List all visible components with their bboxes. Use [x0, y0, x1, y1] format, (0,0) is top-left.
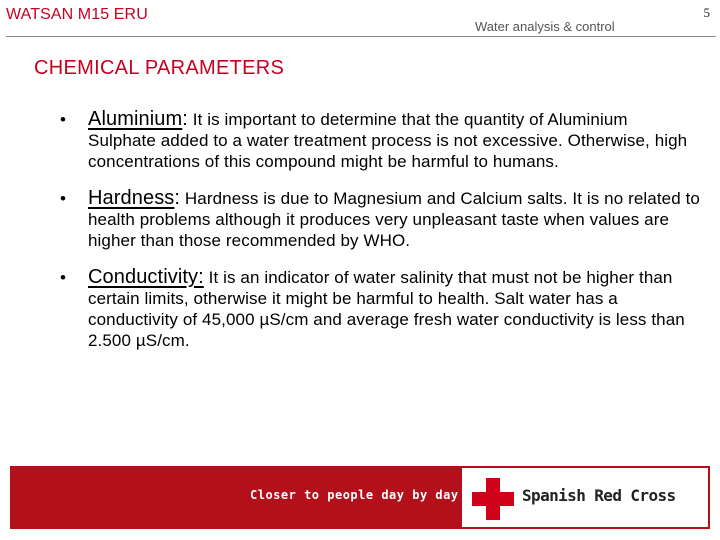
- bullet-icon: •: [60, 268, 67, 287]
- document-subtitle: Water analysis & control: [475, 19, 615, 34]
- red-cross-icon: [472, 478, 514, 520]
- section-title: CHEMICAL PARAMETERS: [34, 57, 285, 79]
- parameter-term: Aluminium: [88, 108, 183, 130]
- list-item-conductivity: [60, 267, 700, 351]
- organization-name: Spanish Red Cross: [522, 486, 676, 505]
- bullet-icon: •: [60, 110, 67, 129]
- parameter-term: Conductivity:: [88, 266, 204, 288]
- list-item-aluminium: [60, 109, 700, 172]
- footer-banner: [10, 466, 710, 529]
- parameter-lead-text: It is an indicator of water salinity that must not: [203, 268, 558, 287]
- parameter-list: [60, 109, 700, 367]
- term-colon: :: [182, 108, 188, 130]
- course-title: WATSAN M15 ERU: [6, 6, 148, 23]
- header-divider: [6, 36, 716, 37]
- list-item-hardness: [60, 188, 700, 251]
- footer-tagline: Closer to people day by day: [250, 488, 459, 502]
- parameter-description: be higher than certain limits, otherwise it might be harmful to health. Salt water has a conductivity of 45,000 µS/cm and average fresh water conductivity is less than 2.500 µS/cm.: [88, 268, 685, 350]
- parameter-description: is no related to health problems although it produces very unpleasant taste when values are higher than those recommended by WHO.: [88, 189, 700, 250]
- term-colon: :: [174, 187, 181, 209]
- page-number: 5: [703, 5, 710, 20]
- parameter-description: Aluminium Sulphate added to a water treatment process is not excessive. Otherwise, high concentrations of this compound might be harmful to humans.: [88, 110, 688, 171]
- parameter-term: Hardness: [88, 187, 175, 209]
- parameter-lead-text: Hardness is due to Magnesium and Calcium salts. It: [180, 189, 583, 208]
- parameter-lead-text: It is important to determine that the quantity of: [187, 110, 544, 129]
- bullet-icon: •: [60, 189, 67, 208]
- organization-logo-panel: [460, 466, 710, 529]
